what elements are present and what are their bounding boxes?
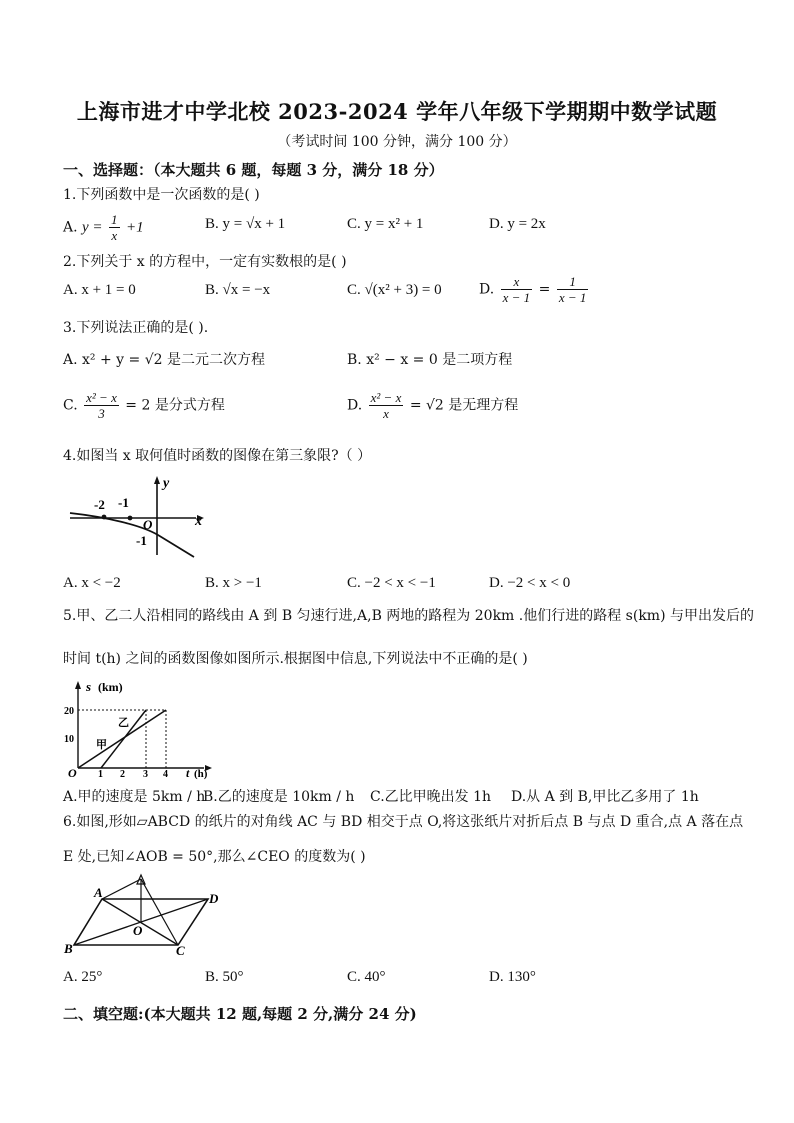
- q5-label-t: t: [186, 766, 190, 780]
- question-3-options-cd: [63, 390, 743, 430]
- q4-option-c[interactable]: C. −2 < x < −1: [347, 575, 436, 591]
- question-6-stem-line2: E 处,已知∠AOB = 50°,那么∠CEO 的度数为( ): [63, 849, 366, 865]
- question-5-stem-line2: 时间 t(h) 之间的函数图像如图所示.根据图中信息,下列说法中不正确的是( ): [63, 651, 528, 667]
- q6-line-ae: [102, 879, 141, 899]
- q5-label-10: 10: [64, 734, 74, 745]
- q5-label-t3: 3: [143, 769, 148, 780]
- q6-line-ce: [141, 879, 178, 945]
- q5-label-20: 20: [64, 706, 74, 717]
- question-5-options: [63, 786, 763, 806]
- q5-label-t2: 2: [120, 769, 125, 780]
- question-4-options: [63, 575, 743, 595]
- q5-label-s-unit: (km): [98, 680, 123, 694]
- q2-d-equals: =: [538, 281, 551, 298]
- question-1-stem: 1.下列函数中是一次函数的是( ): [63, 187, 260, 203]
- q2-d-num2: 1: [557, 274, 589, 290]
- question-2-options: [63, 274, 743, 314]
- q4-label-yneg1: -1: [136, 533, 147, 548]
- q5-label-origin: O: [68, 766, 77, 780]
- q2-option-a[interactable]: A. x + 1 = 0: [63, 282, 136, 298]
- q6-label-c: C: [176, 943, 185, 958]
- q3-c-prefix: C.: [63, 397, 78, 414]
- q1-option-d[interactable]: D. y = 2x: [489, 216, 546, 232]
- q4-option-b[interactable]: B. x > −1: [205, 575, 262, 591]
- q6-option-d[interactable]: D. 130°: [489, 969, 536, 985]
- q3-c-num: x² − x: [86, 390, 117, 405]
- exam-subtitle: （考试时间 100 分钟，满分 100 分）: [277, 134, 517, 150]
- q5-option-c[interactable]: C.乙比甲晚出发 1h: [370, 789, 492, 805]
- q6-option-a[interactable]: A. 25°: [63, 969, 103, 985]
- q1-a-lhs: y =: [82, 219, 103, 236]
- q6-option-b[interactable]: B. 50°: [205, 969, 244, 985]
- q4-figure: [66, 473, 214, 565]
- q4-label-neg2: -2: [94, 497, 105, 512]
- q6-label-o: O: [133, 923, 143, 938]
- q2-d-fraction-left: [501, 274, 533, 305]
- question-4-stem: 4.如图当 x 取何值时函数的图像在第三象限?（ ）: [63, 448, 372, 464]
- question-2-stem: 2.下列关于 x 的方程中，一定有实数根的是( ): [63, 254, 347, 270]
- q2-d-prefix: D.: [479, 281, 495, 298]
- q3-option-b[interactable]: B. x² − x = 0 是二项方程: [347, 352, 513, 368]
- q6-figure: [64, 873, 228, 957]
- q5-label-s: s: [86, 679, 92, 694]
- q2-option-c[interactable]: C. √(x² + 3) = 0: [347, 282, 442, 298]
- q1-a-den: x: [111, 228, 118, 243]
- q4-y-arrow: [154, 476, 160, 484]
- question-5-stem-line1: 5.甲、乙二人沿相同的路线由 A 到 B 匀速行进,A,B 两地的路程为 20km .他们行进的路程 s(km) 与甲出发后的: [63, 608, 754, 624]
- q6-option-c[interactable]: C. 40°: [347, 969, 386, 985]
- q4-point-neg1: [128, 516, 133, 521]
- q1-option-a[interactable]: [63, 212, 144, 243]
- q5-label-yi: 乙: [118, 717, 129, 729]
- question-3-stem: 3.下列说法正确的是( ).: [63, 320, 209, 336]
- q1-a-num: 1: [111, 212, 118, 227]
- q4-option-a[interactable]: A. x < −2: [63, 575, 121, 591]
- q6-label-d: D: [209, 891, 219, 906]
- q3-d-num: x² − x: [370, 390, 402, 405]
- q3-d-fraction: [369, 390, 404, 421]
- q2-d-fraction-right: [557, 274, 589, 305]
- exam-title: 上海市进才中学北校 2023-2024 学年八年级下学期期中数学试题: [76, 99, 718, 124]
- q5-label-jia: 甲: [96, 739, 107, 751]
- q3-d-prefix: D.: [347, 397, 363, 414]
- question-1-options: [63, 210, 743, 246]
- q5-option-a[interactable]: A.甲的速度是 5km / h: [63, 789, 206, 805]
- q4-label-origin: O: [143, 517, 153, 532]
- q6-label-b: B: [64, 941, 73, 956]
- q1-option-c[interactable]: C. y = x² + 1: [347, 216, 424, 232]
- q6-label-a: A: [94, 885, 103, 900]
- q5-s-arrow: [75, 681, 81, 689]
- q4-function-curve: [70, 513, 194, 557]
- q5-option-d[interactable]: D.从 A 到 B,甲比乙多用了 1h: [511, 789, 699, 805]
- q1-a-prefix: A.: [63, 219, 78, 236]
- q4-label-neg1: -1: [118, 495, 129, 510]
- q3-d-den: x: [383, 406, 389, 421]
- q5-label-t4: 4: [163, 769, 168, 780]
- q1-a-fraction: [109, 212, 120, 243]
- q2-d-den2: x − 1: [558, 290, 587, 305]
- q4-label-x: x: [195, 514, 202, 529]
- q2-d-num1: x: [501, 274, 533, 290]
- q3-c-tail: = 2 是分式方程: [125, 397, 225, 414]
- q5-option-b[interactable]: B.乙的速度是 10km / h: [203, 789, 355, 805]
- q2-d-den1: x − 1: [502, 290, 531, 305]
- q4-option-d[interactable]: D. −2 < x < 0: [489, 575, 571, 591]
- section-fill-heading: 二、填空题:(本大题共 12 题,每题 2 分,满分 24 分): [63, 1005, 417, 1023]
- q3-c-fraction: [84, 390, 119, 421]
- q2-option-b[interactable]: B. √x = −x: [205, 282, 271, 298]
- question-6-stem-line1: 6.如图,形如▱ABCD 的纸片的对角线 AC 与 BD 相交于点 O,将这张纸片对折后点 B 与点 D 重合,点 A 落在点: [63, 814, 744, 830]
- q4-label-y: y: [163, 476, 170, 491]
- question-6-options: [63, 969, 743, 989]
- q3-d-tail: = √2 是无理方程: [409, 397, 519, 414]
- q1-a-tail: +1: [125, 219, 144, 236]
- q5-label-t-unit: (h): [194, 768, 208, 780]
- q5-label-t1: 1: [98, 769, 103, 780]
- q3-option-c[interactable]: [63, 390, 225, 421]
- q2-option-d[interactable]: [479, 274, 590, 305]
- q5-figure: [66, 678, 222, 782]
- q4-point-neg2: [102, 515, 107, 520]
- q3-option-a[interactable]: A. x² + y = √2 是二元二次方程: [63, 352, 265, 368]
- q3-option-d[interactable]: [347, 390, 518, 421]
- q1-option-b[interactable]: B. y = √x + 1: [205, 216, 286, 232]
- section-choice-heading: 一、选择题：（本大题共 6 题，每题 3 分，满分 18 分）: [63, 161, 444, 179]
- q3-c-den: 3: [98, 406, 105, 421]
